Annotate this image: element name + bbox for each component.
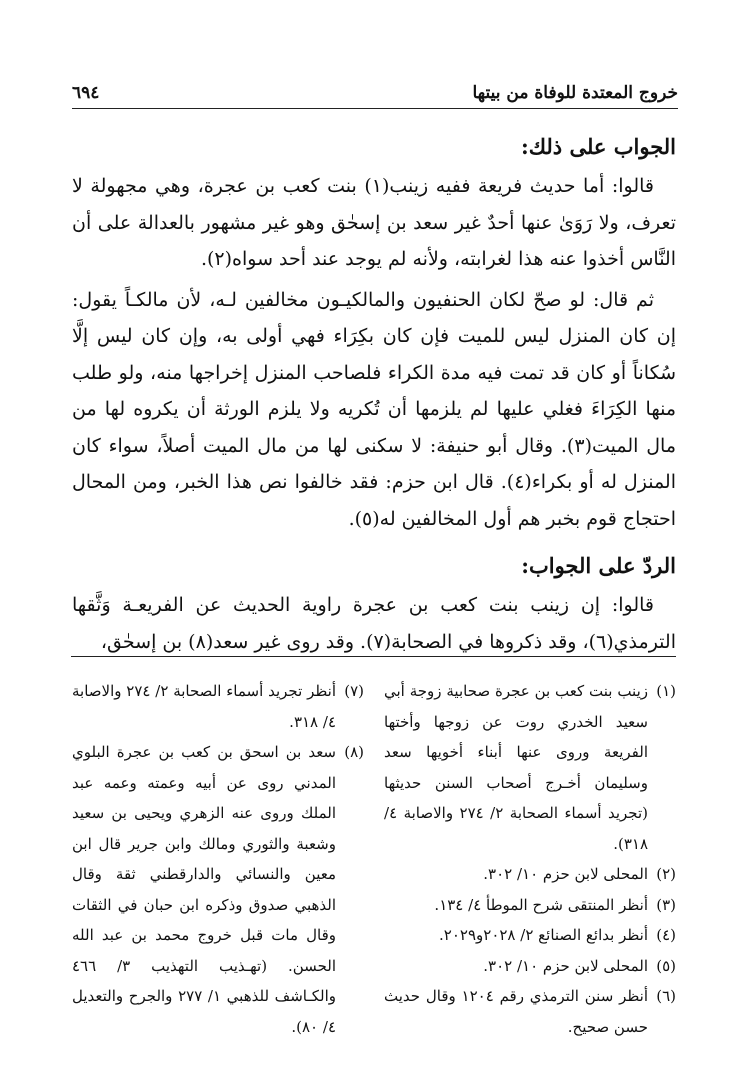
footnote-item: [72, 676, 364, 737]
footnote-number: (٢): [656, 865, 676, 883]
paragraph-3: قالوا: إن زينب بنت كعب بن عجرة راوية الحديث عن الفريعـة وَثَّقها الترمذي(٦)، وقد ذكروها في الصحابة(٧). وقد روى غير سعد(٨) بن إسحٰق،: [72, 594, 676, 653]
footnote-text: زينب بنت كعب بن عجرة صحابية زوجة أبي سعيد الخدري روت عن زوجها وأختها الفريعة وروى عنها أبناء أخويها سعد وسليمان أخـرج أصحاب السنن حديثها (تجريد أسماء الصحابة ٢/ ٢٧٤ والاصابة ٤/ ٣١٨).: [384, 682, 648, 853]
footnote-item: [384, 890, 676, 921]
footnote-text: أنظر بدائع الصنائع ٢/ ٢٠٢٨و٢٠٢٩.: [439, 926, 648, 944]
footnote-item: [384, 920, 676, 951]
footnote-item: [384, 859, 676, 890]
section-heading-answer: الجواب على ذلك:: [520, 134, 676, 159]
footnote-text: أنظر المنتقى شرح الموطأ ٤/ ١٣٤.: [434, 895, 648, 914]
page-header: [72, 78, 678, 109]
footnote-number: (٣): [656, 895, 676, 914]
footnote-text: المحلى لابن حزم ١٠/ ٣٠٢.: [483, 865, 648, 883]
footnote-number: (٦): [656, 987, 676, 1005]
footnotes: [72, 676, 676, 1042]
footnotes-left-column: [72, 676, 364, 1042]
footnote-item: [72, 737, 364, 1042]
section-heading-rebuttal: الردّ على الجواب:: [521, 553, 676, 578]
footnote-item: [384, 676, 676, 859]
footnote-separator: [71, 656, 676, 657]
footnote-number: (٨): [344, 743, 364, 761]
footnote-item: [384, 981, 676, 1042]
main-text: [72, 128, 676, 660]
page-number: ٦٩٤: [72, 83, 100, 103]
footnote-number: (١): [656, 682, 676, 700]
footnote-text: سعد بن اسحق بن كعب بن عجرة البلوي المدني روى عن أبيه وعمته وعمه عبد الملك وروى عنه الزهري ويحيى بن سعيد وشعبة والثوري ومالك وابن جرير قال ابن معين والنسائي والدارقطني ثقة وقال الذهبي صدوق وذكره ابن حبان في الثقات وقال مات قبل خروج محمد بن عبد الله الحسن. (تهـذيب التهذيب ٣/ ٤٦٦ والكـاشف للذهبي ١/ ٢٧٧ والجرح والتعديل ٤/ ٨٠).: [72, 743, 336, 1036]
paragraph-1: قالوا: أما حديث فريعة ففيه زينب(١) بنت كعب بن عجرة، وهي مجهولة لا تعرف، ولا رَوَىٰ عنها أحدٌ غير سعد بن إسحٰق وهو غير مشهور بالعدالة على أن النَّاس أخذوا عنه هذا لغرابته، ولأنه لم يوجد عند أحد سواه(٢).: [72, 175, 676, 270]
footnote-number: (٤): [656, 926, 676, 944]
paragraph-2: ثم قال: لو صحّ لكان الحنفيون والمالكيـون مخالفين لـه، لأن مالكـاً يقول: إن كان المنزل ليس للميت فإن كان بكِرَاء فهي أولى به، وإن كان ليس إلَّا سُكاناً أو كان قد تمت فيه مدة الكراء فلصاحب المنزل إخراجها منه، ولو طلب منها الكِرَاءَ فغلي عليها لم يلزمها أن تُكريه ولا يلزم الورثة أن يكروه لها من مال الميت(٣). وقال أبو حنيفة: لا سكنى لها من مال الميت أصلاً، سواء كان المنزل له أو بكراء(٤). قال ابن حزم: فقد خالفوا نص هذا الخبر، ومن المحال احتجاج قوم بخبر هم أول المخالفين له(٥).: [72, 288, 677, 530]
footnote-text: المحلى لابن حزم ١٠/ ٣٠٢.: [483, 956, 648, 975]
footnote-text: أنظر تجريد أسماء الصحابة ٢/ ٢٧٤ والاصابة ٤/ ٣١٨.: [72, 682, 336, 731]
footnote-item: [384, 951, 676, 982]
running-title: خروج المعتدة للوفاة من بيتها: [472, 83, 678, 103]
footnotes-right-column: [384, 676, 676, 1042]
footnote-number: (٥): [656, 956, 676, 975]
footnote-text: أنظر سنن الترمذي رقم ١٢٠٤ وقال حديث حسن صحيح.: [384, 987, 648, 1036]
footnote-number: (٧): [344, 682, 364, 700]
